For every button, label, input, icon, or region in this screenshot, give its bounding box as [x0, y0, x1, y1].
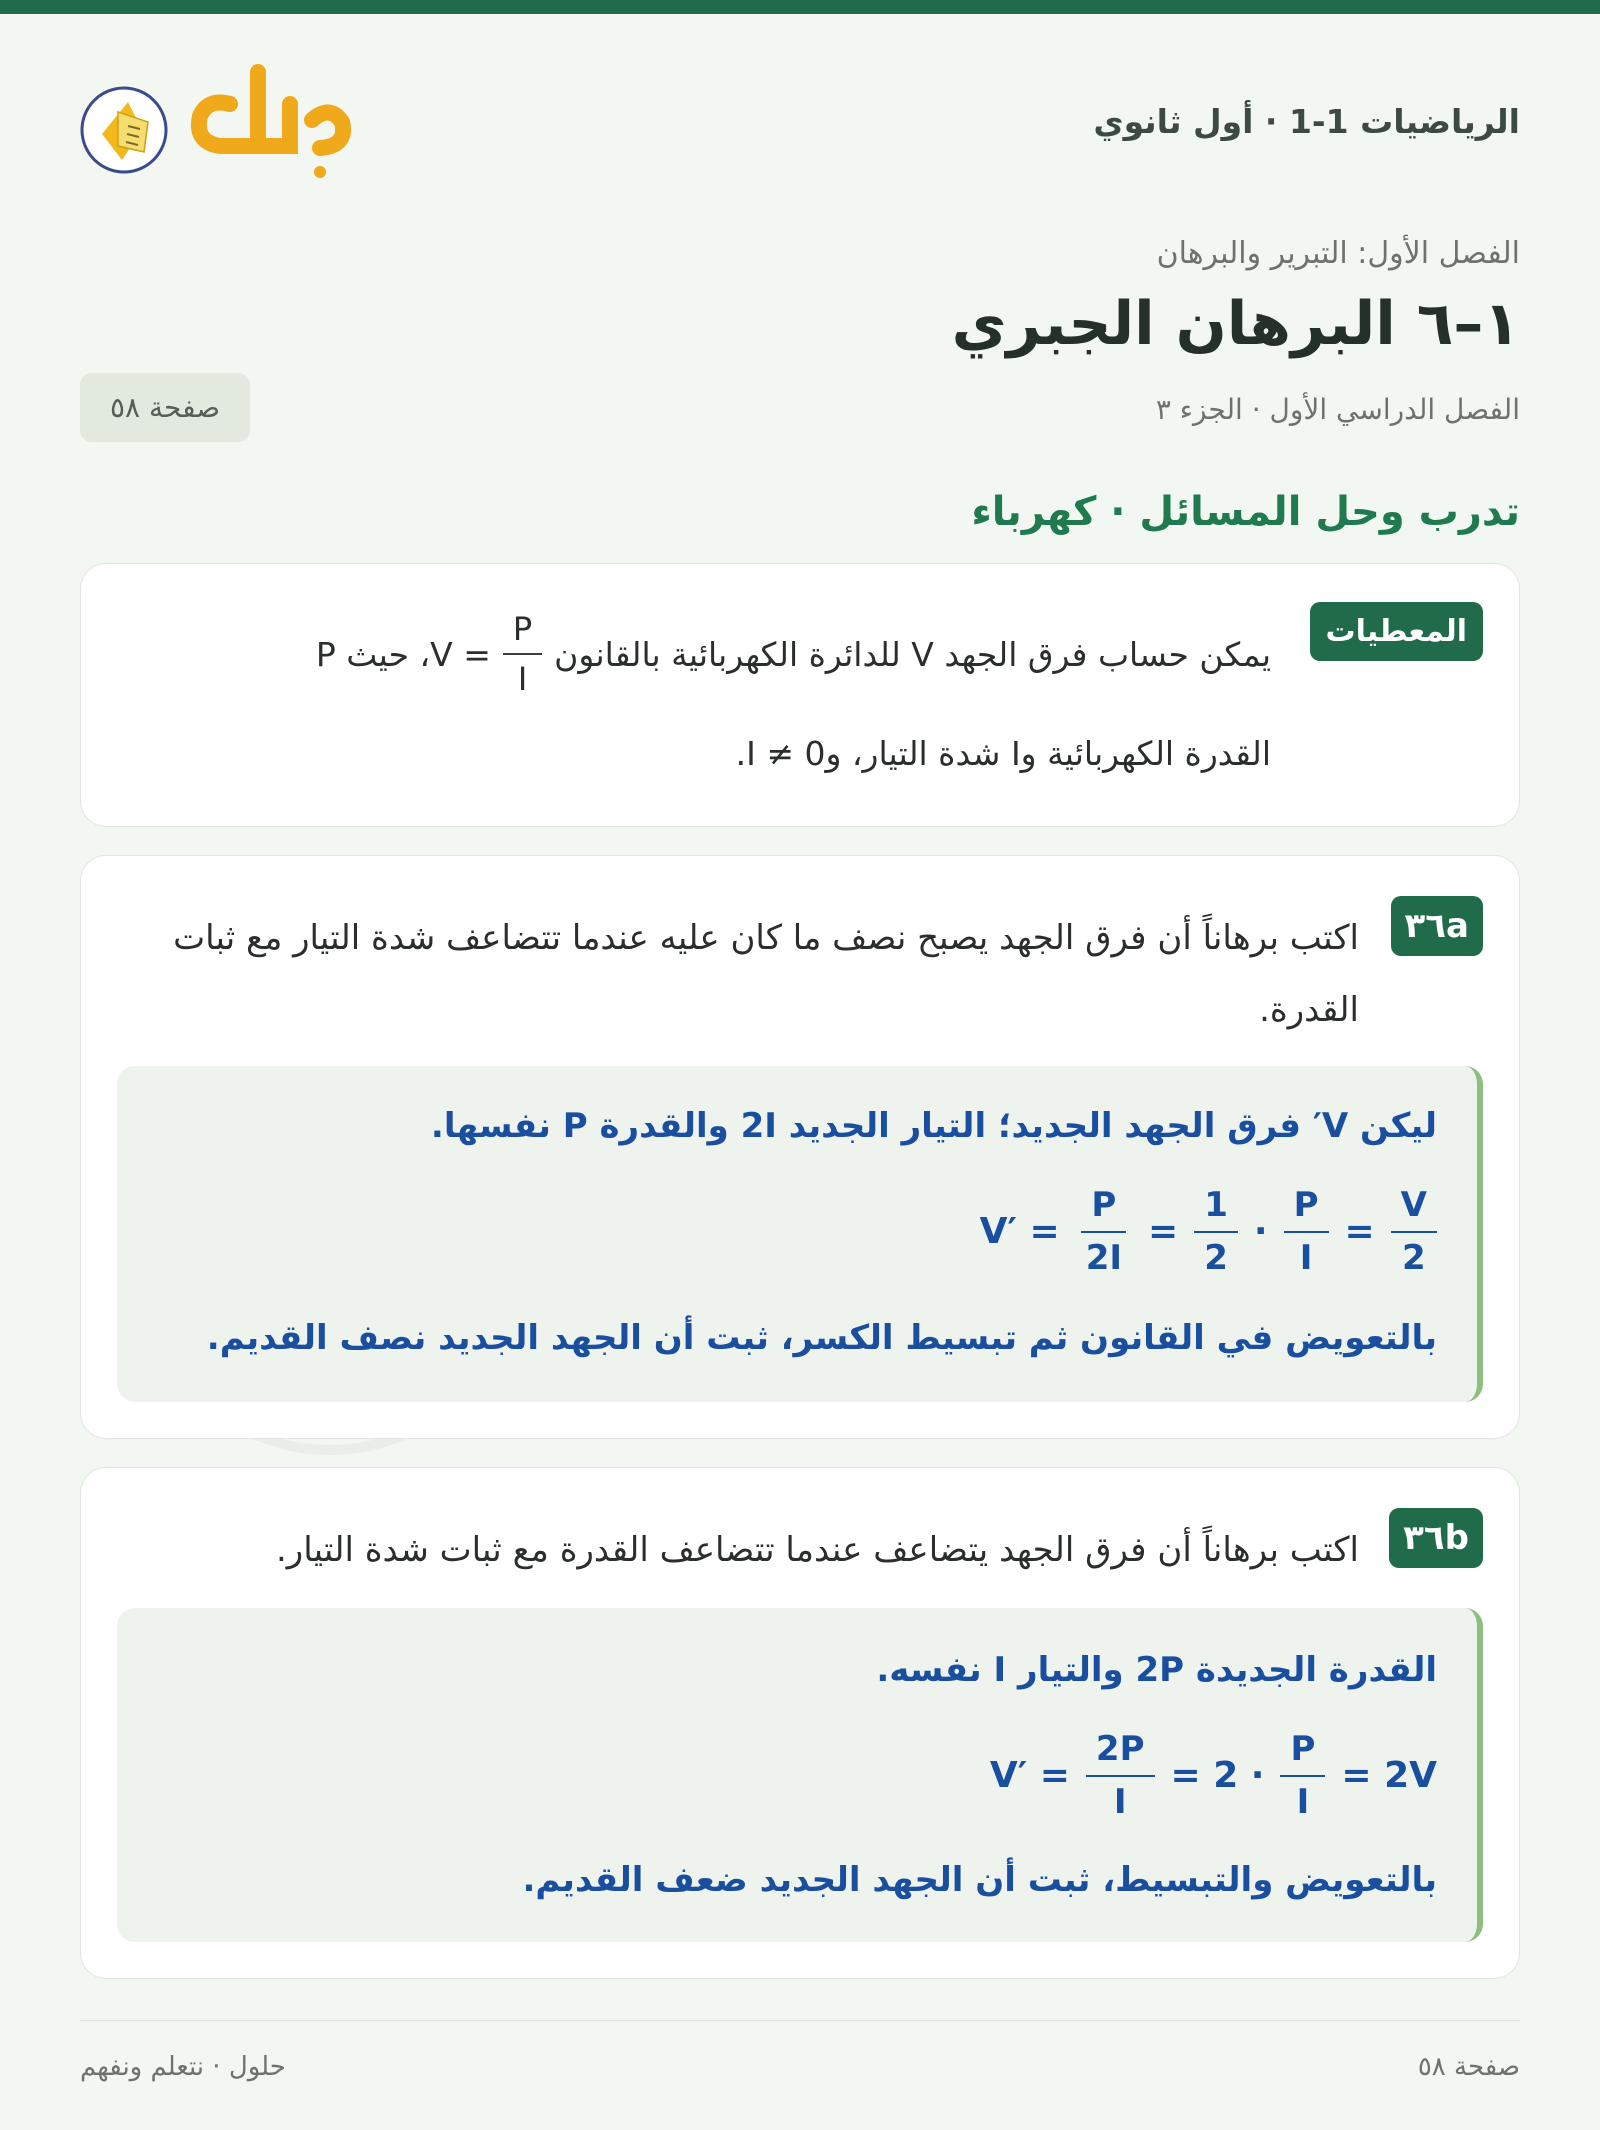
page-header [80, 14, 1520, 214]
multiply-dot: · [1253, 1211, 1268, 1252]
fraction-denominator: 2I [1085, 1237, 1123, 1278]
equation-lhs: V′ = [979, 1211, 1060, 1252]
answer-line-1: القدرة الجديدة 2P والتيار I نفسه. [876, 1650, 1437, 1690]
equation-rhs: = 2V [1341, 1755, 1437, 1796]
equation-fraction [1194, 1184, 1238, 1279]
fraction-numerator: P [1284, 1184, 1329, 1233]
top-accent-bar [0, 0, 1600, 14]
fraction-denominator: I [1296, 1781, 1310, 1822]
givens-badge: المعطيات [1310, 602, 1483, 661]
fraction-numerator: P [1081, 1184, 1126, 1233]
page-content [80, 14, 1520, 1979]
equation-fraction [1391, 1184, 1437, 1279]
chapter-label: الفصل الأول: التبرير والبرهان [1156, 236, 1520, 271]
page-title: ١–٦ البرهان الجبري [951, 289, 1520, 359]
givens-line-2: القدرة الكهربائية وI شدة التيار، و0 ≠ I. [735, 734, 1271, 773]
page-number-pill: صفحة ٥٨ [80, 373, 250, 442]
answer-equation [980, 1184, 1437, 1279]
fraction-numerator: P [503, 609, 542, 655]
fraction-denominator: I [1299, 1237, 1313, 1278]
fraction-numerator: P [1280, 1728, 1325, 1777]
givens-fraction [503, 609, 542, 699]
fraction-denominator: 2 [1402, 1237, 1426, 1278]
equals-sign: = [1148, 1211, 1179, 1252]
equation-fraction [1284, 1184, 1329, 1279]
question-card-36a [80, 855, 1520, 1439]
question-text: اكتب برهاناً أن فرق الجهد يتضاعف عندما تتضاعف القدرة مع ثبات شدة التيار. [276, 1530, 1359, 1570]
meta-row [80, 373, 1520, 453]
givens-card [80, 563, 1520, 827]
footer-divider [80, 2020, 1520, 2021]
footer-page-number: صفحة ٥٨ [1417, 2052, 1520, 2082]
answer-equation [990, 1728, 1437, 1823]
question-text: اكتب برهاناً أن فرق الجهد يصبح نصف ما كان عليه عندما تتضاعف شدة التيار مع ثبات القدرة. [173, 918, 1359, 1030]
answer-box [117, 1066, 1483, 1402]
fraction-denominator: 2 [1204, 1237, 1228, 1278]
hulool-logo [80, 64, 360, 194]
fraction-numerator: 2P [1086, 1728, 1155, 1777]
section-title: تدرب وحل المسائل · كهرباء [971, 489, 1520, 535]
question-card-36b [80, 1467, 1520, 1979]
question-number-badge: ٣٦a [1391, 896, 1483, 956]
givens-text-after: = V، حيث P [315, 634, 491, 674]
givens-line-1 [316, 609, 1271, 699]
answer-box [117, 1608, 1483, 1942]
answer-line-1: ليكن V′ فرق الجهد الجديد؛ التيار الجديد 2I والقدرة P نفسها. [430, 1106, 1437, 1146]
question-number-badge: ٣٦b [1389, 1508, 1483, 1568]
subject-label: الرياضيات 1-1 · أول ثانوي [1093, 102, 1520, 141]
footer-brand: حلول · نتعلم ونفهم [80, 2052, 286, 2082]
fraction-numerator: V [1391, 1184, 1437, 1233]
fraction-denominator: I [1113, 1781, 1127, 1822]
equation-fraction [1280, 1728, 1325, 1823]
equation-lhs: V′ = [989, 1755, 1070, 1796]
equation-fraction [1086, 1728, 1155, 1823]
givens-text-before: يمكن حساب فرق الجهد V للدائرة الكهربائية بالقانون [554, 634, 1271, 674]
equation-middle: = 2 · [1170, 1755, 1265, 1796]
answer-line-3: بالتعويض في القانون ثم تبسيط الكسر، ثبت أن الجهد الجديد نصف القديم. [206, 1318, 1437, 1358]
fraction-denominator: I [517, 660, 528, 698]
equation-fraction [1076, 1184, 1132, 1279]
fraction-numerator: 1 [1194, 1184, 1238, 1233]
semester-label: الفصل الدراسي الأول · الجزء ٣ [1155, 393, 1520, 426]
answer-line-3: بالتعويض والتبسيط، ثبت أن الجهد الجديد ضعف القديم. [522, 1860, 1437, 1900]
equals-sign: = [1344, 1211, 1375, 1252]
